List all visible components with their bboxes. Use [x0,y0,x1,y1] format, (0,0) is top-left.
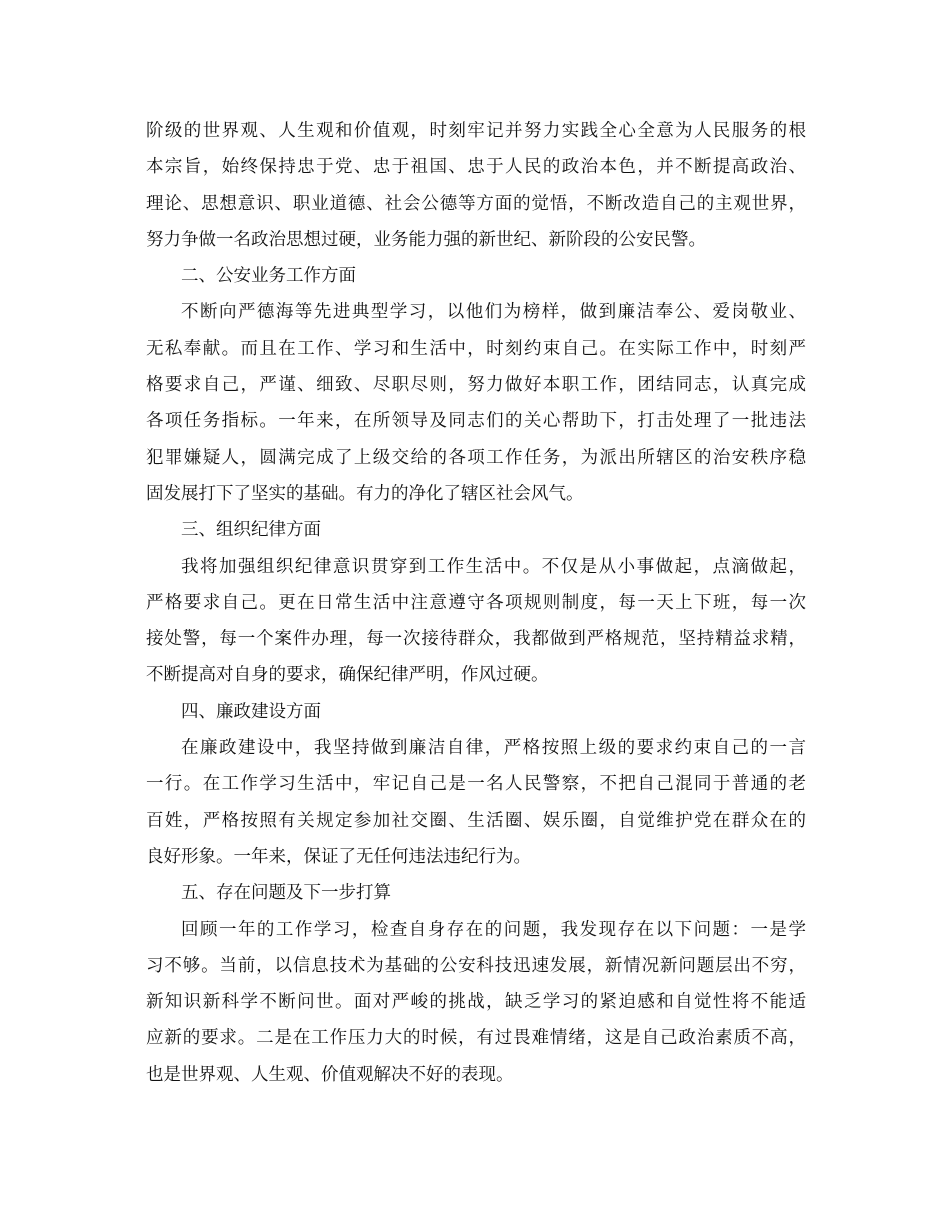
text-line: 新知识新科学不断问世。面对严峻的挑战，缺乏学习的紧迫感和自觉性将不能适 [146,992,806,1013]
text-line: 不断向严德海等先进典型学习，以他们为榜样，做到廉洁奉公、爱岗敬业、 [181,302,806,323]
text-line: 回顾一年的工作学习，检查自身存在的问题，我发现存在以下问题：一是学 [181,919,806,940]
section-heading-problems: 五、存在问题及下一步打算 [181,883,391,904]
text-line: 犯罪嫌疑人，圆满完成了上级交给的各项工作任务，为派出所辖区的治安秩序稳 [146,447,806,468]
text-line: 接处警，每一个案件办理，每一次接待群众，我都做到严格规范，坚持精益求精， [146,629,806,650]
text-line: 无私奉献。而且在工作、学习和生活中，时刻约束自己。在实际工作中，时刻严 [146,338,806,359]
text-line: 应新的要求。二是在工作压力大的时候，有过畏难情绪，这是自己政治素质不高， [146,1028,806,1049]
text-line: 努力争做一名政治思想过硬，业务能力强的新世纪、新阶段的公安民警。 [146,229,706,250]
text-line: 习不够。当前，以信息技术为基础的公安科技迅速发展，新情况新问题层出不穷， [146,955,806,976]
text-line: 不断提高对自身的要求，确保纪律严明，作风过硬。 [146,665,549,686]
text-line: 我将加强组织纪律意识贯穿到工作生活中。不仅是从小事做起，点滴做起， [181,556,806,577]
text-line: 一行。在工作学习生活中，牢记自己是一名人民警察，不把自己混同于普通的老 [146,774,806,795]
text-line: 百姓，严格按照有关规定参加社交圈、生活圈、娱乐圈，自觉维护党在群众在的 [146,810,806,831]
text-line: 阶级的世界观、人生观和价值观，时刻牢记并努力实践全心全意为人民服务的根 [146,121,806,141]
text-line: 也是世界观、人生观、价值观解决不好的表现。 [146,1064,514,1085]
text-line: 各项任务指标。一年来，在所领导及同志们的关心帮助下，打击处理了一批违法 [146,411,806,432]
text-line: 在廉政建设中，我坚持做到廉洁自律，严格按照上级的要求约束自己的一言 [181,738,806,759]
document-body [146,113,806,1093]
text-line: 理论、思想意识、职业道德、社会公德等方面的觉悟，不断改造自己的主观世界， [146,193,806,214]
section-heading-discipline: 三、组织纪律方面 [181,520,321,541]
text-line: 固发展打下了坚实的基础。有力的净化了辖区社会风气。 [146,483,584,504]
text-line: 格要求自己，严谨、细致、尽职尽则，努力做好本职工作，团结同志，认真完成 [146,375,806,396]
text-line: 本宗旨，始终保持忠于党、忠于祖国、忠于人民的政治本色，并不断提高政治、 [146,157,806,178]
section-heading-business: 二、公安业务工作方面 [181,266,356,287]
text-line: 良好形象。一年来，保证了无任何违法违纪行为。 [146,846,531,867]
text-line: 严格要求自己。更在日常生活中注意遵守各项规则制度，每一天上下班，每一次 [146,592,806,613]
section-heading-integrity: 四、廉政建设方面 [181,701,321,722]
